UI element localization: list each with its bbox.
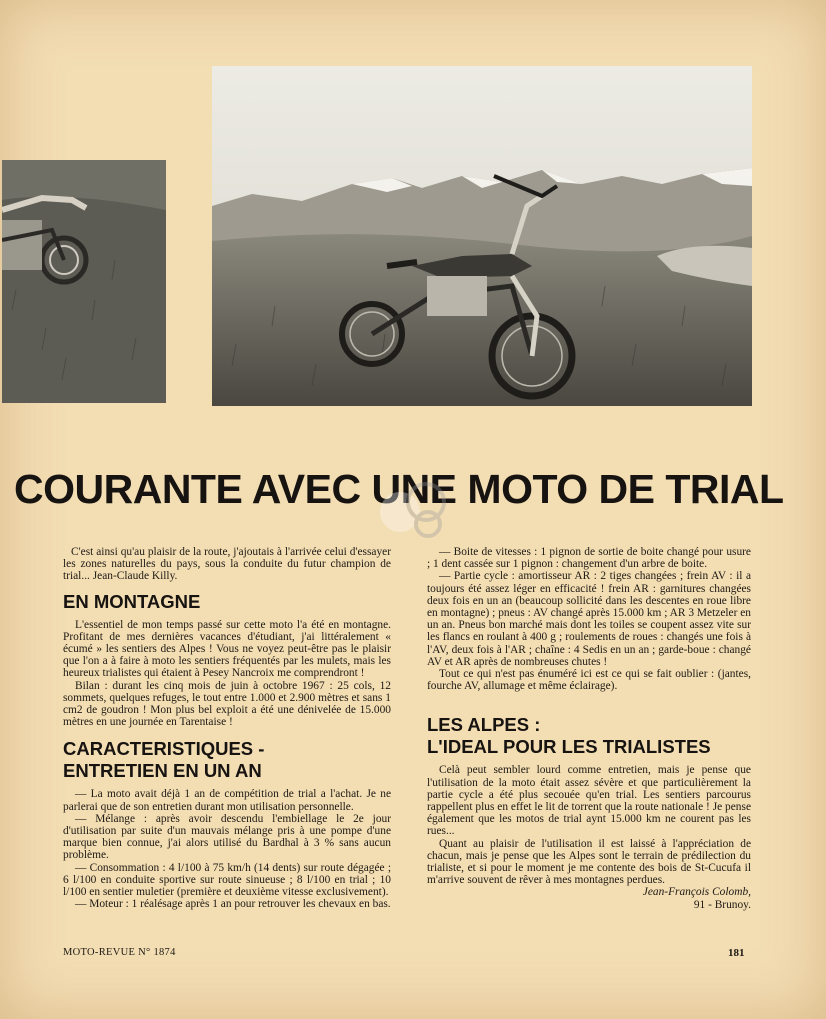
body-paragraph: L'essentiel de mon temps passé sur cette moto l'a été en montagne. Profitant de mes dernières vacances d'étudiant, j'ai littéralement « écumé » les sentiers des Alpes ! Vous ne voyez peut-être pas le plaisir que l'on a à faire à moto les sentiers fréquentés par les mulets, mais les heureux trialistes qui étaient à Pesey Nancroix me comprendront !	[63, 618, 391, 680]
body-paragraph: Quant au plaisir de l'utilisation il est laissé à l'appréciation de chacun, mais je pense que les Alpes sont le terrain de prédilection du trialiste, et si pour le moment je me contente des bois de St-Cucufa il m'arrive souvent de rêver à mes montagnes perdues.	[427, 837, 751, 887]
body-paragraph: — Mélange : après avoir descendu l'embiellage le 2e jour d'utilisation par suite d'un mauvais mélange pris à une pompe d'une marque bien connue, j'ai alors utilisé du Bardhal à 3 % sans aucun problème.	[63, 812, 391, 862]
body-paragraph: Tout ce qui n'est pas énuméré ici est ce qui se fait oublier : (jantes, fourche AV, allumage et même éclairage).	[427, 668, 751, 693]
body-paragraph: — Moteur : 1 réalésage après 1 an pour retrouver les chevaux en bas.	[75, 898, 391, 911]
body-paragraph: — Boite de vitesses : 1 pignon de sortie de boite changé pour usure ; 1 dent cassée sur 1 pignon : changement d'un arbre de boite.	[427, 546, 751, 571]
section-title-les-alpes	[427, 714, 751, 758]
body-paragraph: — Partie cycle : amortisseur AR : 2 tiges changées ; frein AV : il a toujours été assez léger en efficacité ! frein AR : garnitures changées deux fois en un an (beaucoup sollicité dans les descentes en roue libre en montagne) ; pneus : AV changé après 15.000 km ; AR 3 Metzeler en un an. Pneus bon marché mais dont les toiles se coupent assez vite sur les flancs en roulant à 400 g ; roulements de roues : changés une fois à l'AV, deux fois à l'AR ; chaîne : 4 Sedis en un an ; garde-boue : changé AV et AR après de nombreuses chutes !	[427, 570, 751, 668]
article-left-column	[63, 546, 391, 910]
page-number: 181	[728, 947, 745, 959]
body-paragraph: — La moto avait déjà 1 an de compétition de trial a l'achat. Je ne parlerai que de son entretien durant mon utilisation personnelle.	[63, 788, 391, 813]
body-paragraph: Bilan : durant les cinq mois de juin à octobre 1967 : 25 cols, 12 sommets, quelques refuges, le tout entre 1.000 et 2.900 mètres et sans 1 cm2 de goudron ! Mon plus bel exploit a été une dénivelée de 15.000 mètres en une journée en Tarentaise !	[63, 679, 391, 729]
body-paragraph: — Consommation : 4 l/100 à 75 km/h (14 dents) sur route dégagée ; 6 l/100 en conduite sportive sur route sinueuse ; 8 l/100 en trial ; 10 l/100 en sentier muletier (première et deuxième vitesse exclusivement).	[63, 861, 391, 899]
author-location: 91 - Brunoy.	[693, 898, 751, 911]
watermark-logo-icon	[368, 478, 458, 538]
author-signature: Jean-François Colomb,	[642, 886, 751, 899]
trial-motorcycle-mountains-photo	[212, 66, 752, 406]
intro-paragraph: C'est ainsi qu'au plaisir de la route, j'ajoutais à l'arrivée celui d'essayer les zones naturelles du pays, sous la conduite du futur champion de trial... Jean-Claude Killy.	[63, 546, 391, 583]
section-title-line: ENTRETIEN EN UN AN	[63, 760, 262, 782]
section-title-line: L'IDEAL POUR LES TRIALISTES	[427, 736, 711, 758]
section-title-line: CARACTERISTIQUES -	[63, 738, 265, 760]
motorcycle-on-grass-photo	[2, 160, 166, 403]
section-title-en-montagne: EN MONTAGNE	[63, 590, 201, 612]
article-headline: COURANTE AVEC UNE MOTO DE TRIAL	[14, 466, 784, 512]
publication-footer: MOTO-REVUE N° 1874	[63, 947, 176, 958]
section-title-caracteristiques	[63, 738, 391, 782]
section-title-line: LES ALPES :	[427, 714, 541, 736]
body-paragraph: Celà peut sembler lourd comme entretien, mais je pense que l'utilisation de la moto était assez sévère et que particulièrement la partie cycle a été plus secouée qu'en trial. Les sentiers parcourus rappellent plus en effet le lit de torrent que la route nationale ! Je pense également que les motos de trial aynt 15.000 km ne courent pas les rues...	[427, 764, 751, 838]
article-right-column	[427, 546, 751, 911]
